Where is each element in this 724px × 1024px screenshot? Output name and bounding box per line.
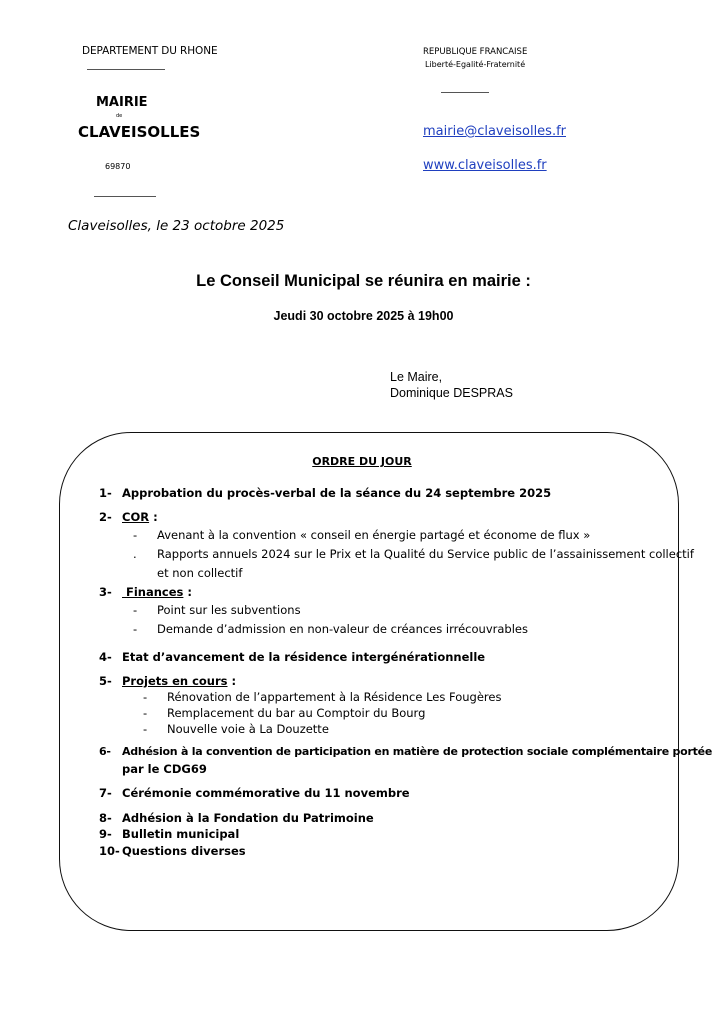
item-suffix: : (227, 674, 237, 688)
agenda-item (99, 827, 239, 841)
header-divider (87, 69, 165, 70)
agenda-item (99, 844, 246, 858)
agenda-subitem (143, 690, 501, 704)
item-label: Questions diverses (122, 844, 246, 858)
subitem-text: Nouvelle voie à La Douzette (167, 722, 329, 736)
subitem-text: Demande d’admission en non-valeur de créances irrécouvrables (157, 622, 528, 636)
agenda-item (99, 674, 236, 688)
header-divider (94, 196, 156, 197)
bullet: - (143, 690, 148, 704)
department-label: DEPARTEMENT DU RHONE (82, 45, 218, 57)
signature-name: Dominique DESPRAS (390, 386, 513, 400)
agenda-item (99, 650, 485, 664)
item-number: 4- (99, 650, 112, 664)
item-label: Etat d’avancement de la résidence intergénérationnelle (122, 650, 486, 664)
item-number: 5- (99, 674, 112, 688)
subitem-text: Avenant à la convention « conseil en énergie partagé et économe de flux » (157, 528, 591, 542)
mairie-label: MAIRIE (96, 95, 148, 110)
bullet: - (133, 528, 138, 542)
item-suffix: : (183, 585, 193, 599)
item-label: COR (122, 510, 150, 524)
email-link[interactable]: mairie@claveisolles.fr (423, 124, 566, 139)
agenda-item (99, 811, 374, 825)
signature-role: Le Maire, (390, 370, 443, 384)
agenda-subitem (133, 603, 301, 617)
item-label: Finances (122, 585, 184, 599)
agenda-subitem (133, 622, 528, 636)
postal-code: 69870 (105, 162, 131, 171)
bullet: - (133, 622, 138, 636)
agenda-item (99, 486, 551, 500)
item-number: 6- (99, 745, 111, 758)
republic-label: REPUBLIQUE FRANCAISE (423, 47, 528, 57)
item-label: Adhésion à la convention de participation en matière de protection sociale complémentaire portée (122, 745, 713, 758)
agenda-subitem (143, 722, 329, 736)
item-suffix: : (149, 510, 158, 524)
bullet: - (133, 603, 138, 617)
item-number: 10- (99, 844, 120, 858)
item-label: Approbation du procès-verbal de la séance du 24 septembre 2025 (122, 486, 552, 500)
agenda-item (99, 510, 158, 524)
place-date: Claveisolles, le 23 octobre 2025 (68, 218, 285, 234)
subitem-text: Rapports annuels 2024 sur le Prix et la Qualité du Service public de l’assainissement collectif (157, 547, 694, 561)
agenda-item-continuation: par le CDG69 (122, 762, 207, 776)
website-link[interactable]: www.claveisolles.fr (423, 158, 547, 173)
item-number: 9- (99, 827, 112, 841)
motto-label: Liberté-Egalité-Fraternité (425, 60, 526, 69)
header-divider (441, 92, 489, 93)
item-number: 7- (99, 786, 112, 800)
agenda-item (99, 585, 192, 599)
item-number: 2- (99, 510, 112, 524)
item-number: 8- (99, 811, 112, 825)
item-label: Cérémonie commémorative du 11 novembre (122, 786, 410, 800)
item-number: 1- (99, 486, 112, 500)
bullet: - (143, 722, 148, 736)
page-title: Le Conseil Municipal se réunira en mairie : (196, 272, 531, 290)
agenda-subitem-continuation: et non collectif (157, 566, 243, 580)
agenda-subitem (133, 547, 694, 561)
bullet: . (133, 547, 137, 561)
bullet: - (143, 706, 148, 720)
item-number: 3- (99, 585, 112, 599)
item-label: Projets en cours (122, 674, 228, 688)
meeting-date: Jeudi 30 octobre 2025 à 19h00 (273, 309, 454, 323)
agenda-subitem (143, 706, 425, 720)
item-label: Adhésion à la Fondation du Patrimoine (122, 811, 374, 825)
agenda-subitem (133, 528, 590, 542)
subitem-text: Point sur les subventions (157, 603, 301, 617)
de-label: de (116, 113, 123, 119)
agenda-heading: ORDRE DU JOUR (312, 455, 412, 468)
commune-name: CLAVEISOLLES (78, 123, 201, 141)
subitem-text: Rénovation de l’appartement à la Résidence Les Fougères (167, 690, 502, 704)
item-label: Bulletin municipal (122, 827, 240, 841)
agenda-item (99, 745, 712, 758)
agenda-item (99, 786, 410, 800)
subitem-text: Remplacement du bar au Comptoir du Bourg (167, 706, 426, 720)
